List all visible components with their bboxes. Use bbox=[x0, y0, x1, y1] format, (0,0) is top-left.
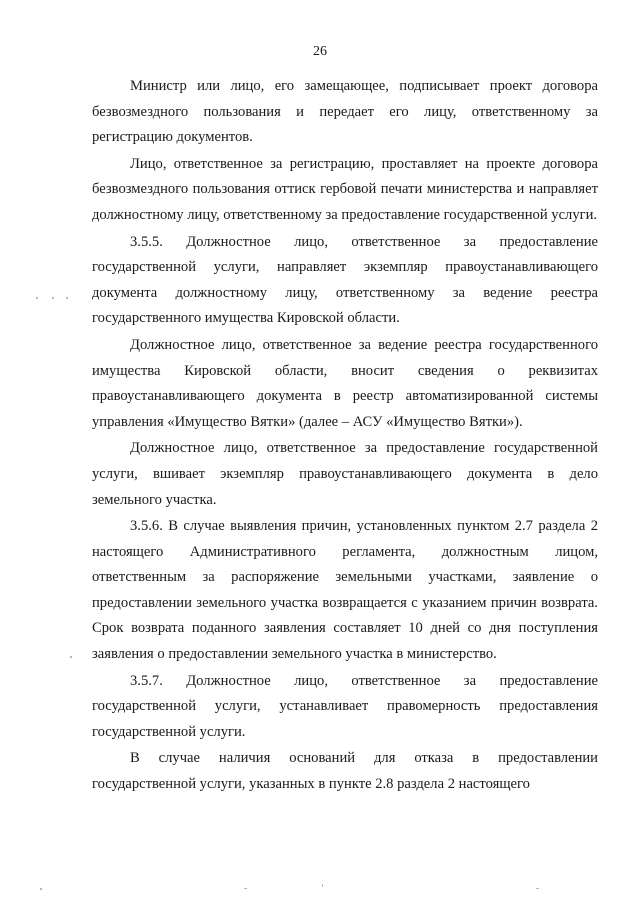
scan-speck bbox=[244, 888, 247, 889]
scan-speck bbox=[322, 884, 323, 887]
scan-speck bbox=[70, 656, 72, 658]
scan-speck bbox=[66, 297, 68, 299]
paragraph-refusal-grounds: В случае наличия оснований для отказа в предоставлении государственной услуги, указанных в пункте 2.8 раздела 2 настоящего bbox=[92, 750, 598, 793]
paragraph-registration-stamp: Лицо, ответственное за регистрацию, проставляет на проекте договора безвозмездного пользования оттиск гербовой печати министерства и направляет должностному лицу, ответственному за предоставление государственной услуги. bbox=[92, 155, 598, 223]
scan-speck bbox=[36, 297, 38, 299]
scan-speck bbox=[52, 297, 54, 299]
paragraph-land-file: Должностное лицо, ответственное за предоставление государственной услуги, вшивает экземпляр правоустанавливающего документа в дело земельного участка. bbox=[92, 440, 598, 508]
paragraph-registry-entry: Должностное лицо, ответственное за ведение реестра государственного имущества Кировской области, вносит сведения о реквизитах правоустанавливающего документа в реестр автоматизированной системы управления «Имущество Вятки» (далее – АСУ «Имущество Вятки»). bbox=[92, 336, 598, 430]
scan-speck bbox=[40, 888, 42, 890]
paragraph-3-5-6: 3.5.6. В случае выявления причин, установленных пунктом 2.7 раздела 2 настоящего Административного регламента, должностным лицом, ответственным за распоряжение земельными участками, заявление о предоставлении земельного участка возвращается с указанием причин возврата. Срок возврата поданного заявления составляет 10 дней со дня поступления заявления о предоставлении земельного участка в министерство. bbox=[92, 518, 598, 663]
scan-speck bbox=[536, 888, 539, 889]
paragraph-3-5-5: 3.5.5. Должностное лицо, ответственное за предоставление государственной услуги, направляет экземпляр правоустанавливающего документа должностному лицу, ответственному за ведение реестра государственного имущества Кировской области. bbox=[92, 233, 598, 327]
document-body bbox=[92, 74, 598, 798]
paragraph-minister-signs: Министр или лицо, его замещающее, подписывает проект договора безвозмездного пользования и передает его лицу, ответственному за регистрацию документов. bbox=[92, 78, 598, 146]
paragraph-3-5-7: 3.5.7. Должностное лицо, ответственное за предоставление государственной услуги, устанавливает правомерность предоставления государственной услуги. bbox=[92, 672, 598, 740]
page-number: 26 bbox=[313, 44, 327, 59]
